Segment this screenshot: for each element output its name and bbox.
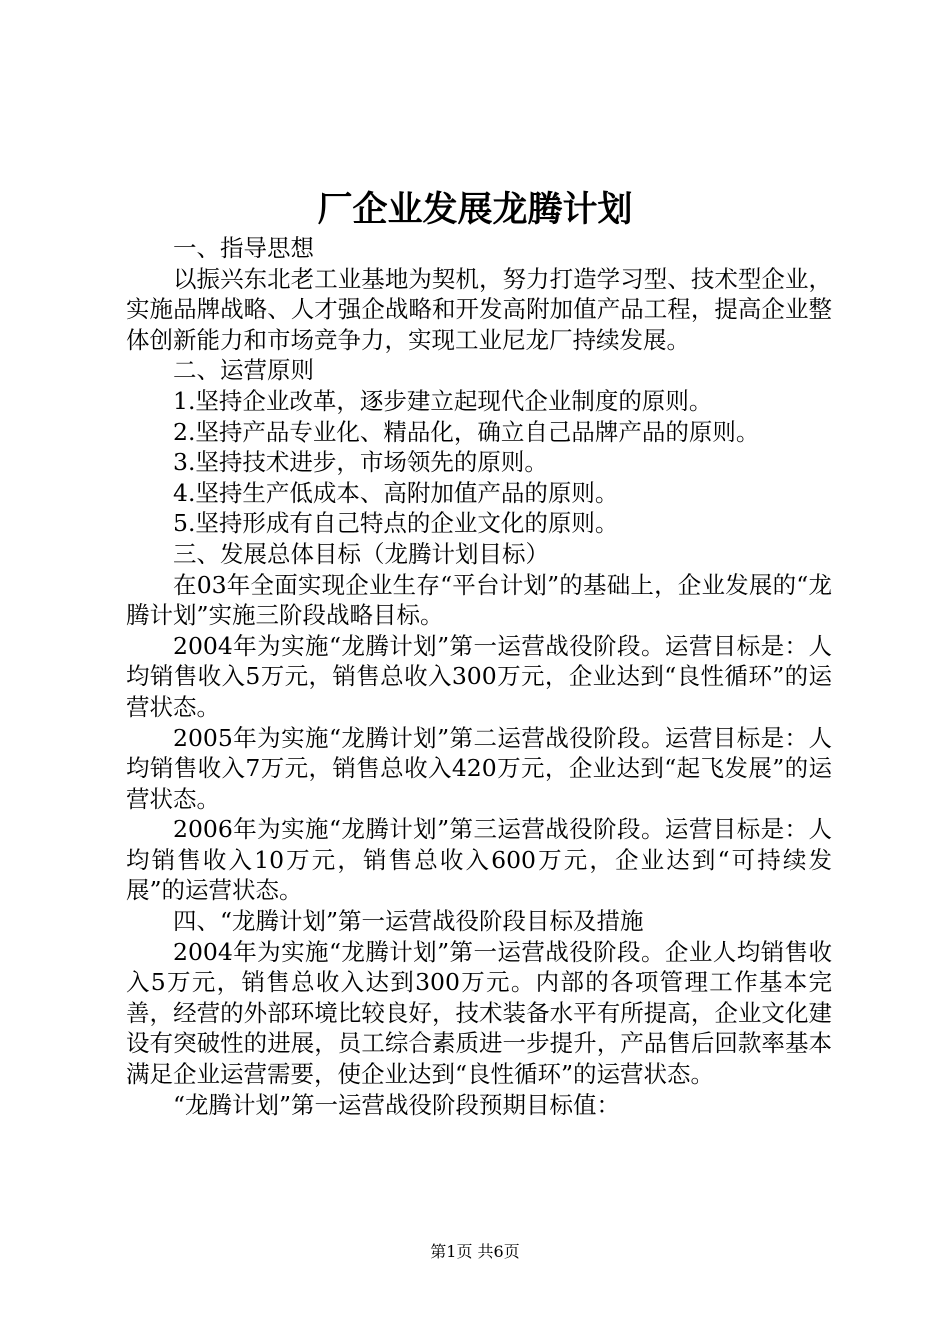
- paragraph: 2004年为实施“龙腾计划”第一运营战役阶段。企业人均销售收入5万元，销售总收入达到300万元。内部的各项管理工作基本完善，经营的外部环境比较良好，技术装备水平有所提高，企业文化建设有突破性的进展，员工综合素质进一步提升，产品售后回款率基本满足企业运营需要，使企业达到“良性循环”的运营状态。: [126, 937, 832, 1089]
- principle-item: 3.坚持技术进步，市场领先的原则。: [173, 448, 548, 477]
- paragraph: 在03年全面实现企业生存“平台计划”的基础上，企业发展的“龙腾计划”实施三阶段战略目标。: [126, 570, 832, 630]
- document-body: [126, 233, 832, 1120]
- section-heading-phase-one: 四、“龙腾计划”第一运营战役阶段目标及措施: [173, 907, 644, 936]
- page-footer: 第1页 共6页: [430, 1242, 520, 1261]
- principle-item: 5.坚持形成有自己特点的企业文化的原则。: [173, 509, 619, 538]
- paragraph: “龙腾计划”第一运营战役阶段预期目标值：: [173, 1090, 621, 1119]
- section-heading-operating-principles: 二、运营原则: [173, 356, 314, 385]
- paragraph: 以振兴东北老工业基地为契机，努力打造学习型、技术型企业，实施品牌战略、人才强企战略和开发高附加值产品工程，提高企业整体创新能力和市场竞争力，实现工业尼龙厂持续发展。: [126, 264, 832, 354]
- principle-item: 2.坚持产品专业化、精品化，确立自己品牌产品的原则。: [173, 417, 760, 446]
- paragraph: 2004年为实施“龙腾计划”第一运营战役阶段。运营目标是：人均销售收入5万元，销售总收入300万元，企业达到“良性循环”的运营状态。: [126, 631, 832, 721]
- paragraph: 2005年为实施“龙腾计划”第二运营战役阶段。运营目标是：人均销售收入7万元，销售总收入420万元，企业达到“起飞发展”的运营状态。: [126, 723, 832, 813]
- paragraph: 2006年为实施“龙腾计划”第三运营战役阶段。运营目标是：人均销售收入10万元，销售总收入600万元，企业达到“可持续发展”的运营状态。: [126, 815, 832, 905]
- document-title: 厂企业发展龙腾计划: [317, 189, 633, 230]
- section-heading-overall-goals: 三、发展总体目标（龙腾计划目标）: [173, 539, 549, 568]
- principle-item: 1.坚持企业改革，逐步建立起现代企业制度的原则。: [173, 386, 713, 415]
- section-heading-guiding-ideology: 一、指导思想: [173, 234, 314, 262]
- principle-item: 4.坚持生产低成本、高附加值产品的原则。: [173, 478, 619, 507]
